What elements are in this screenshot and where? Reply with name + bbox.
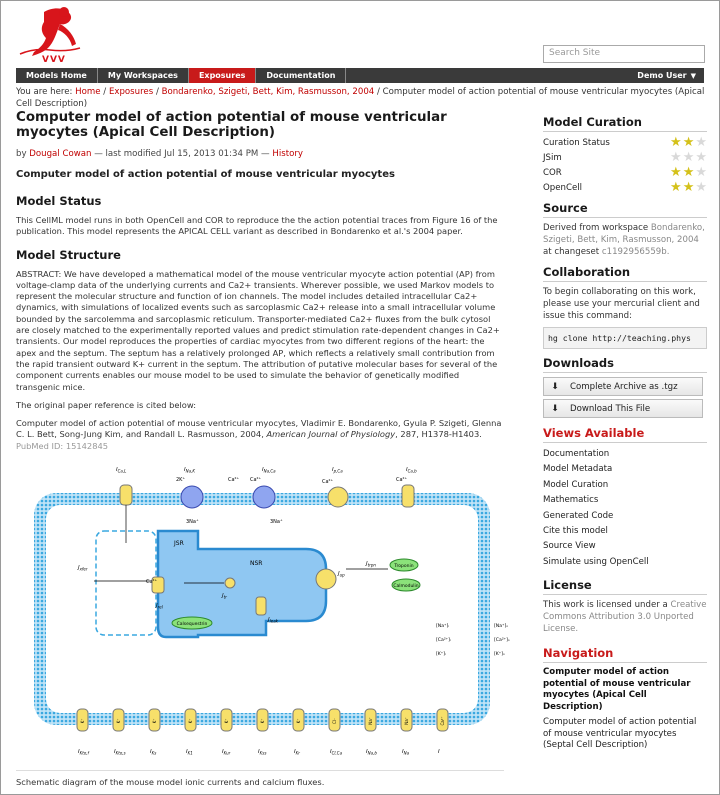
troponin-label: Troponin — [394, 564, 414, 569]
channel-ion: K⁺ — [152, 718, 157, 724]
cell-diagram — [16, 451, 510, 767]
page-description: Computer model of action potential of mouse ventricular myocytes — [16, 169, 395, 180]
breadcrumb-home[interactable]: Home — [75, 87, 101, 97]
current-symbol: I — [330, 749, 332, 755]
current-subscript: Kur — [223, 750, 231, 756]
cited-intro: The original paper reference is cited below: — [16, 399, 197, 410]
bottom-channel — [365, 709, 377, 756]
views-list — [543, 447, 707, 570]
ica-l-label: $I_{Ca,L}$ — [116, 467, 127, 474]
ica-b-label: $I_{Ca,b}$ — [406, 467, 417, 474]
current-subscript: Kr — [295, 750, 300, 756]
channel-current-label — [78, 749, 90, 756]
curation-label: Curation Status — [543, 138, 610, 148]
curation-row — [543, 136, 707, 151]
flux-xfer-label: $J_{xfer}$ — [78, 565, 88, 572]
clone-command-field[interactable]: hg clone http://teaching.phys — [543, 327, 707, 349]
flux-rel-label: $J_{rel}$ — [156, 603, 163, 610]
channel-current-label — [330, 749, 343, 756]
flux-up-label: $J_{up}$ — [338, 571, 345, 578]
ion-3na-1: 3Na⁺ — [186, 519, 199, 525]
conc-k-i: [K⁺]ᵢ — [436, 652, 446, 657]
license-link[interactable]: Creative Commons Attribution 3.0 Unported License. — [543, 600, 707, 634]
star-icon: ★ — [682, 150, 695, 165]
rating-stars — [670, 136, 707, 151]
rating-stars — [670, 166, 707, 181]
navigation-heading: Navigation — [543, 646, 707, 663]
view-link[interactable]: Mathematics — [543, 495, 599, 506]
calsequestrin-label: Calsequestrin — [176, 622, 208, 627]
leak-channel — [256, 597, 266, 615]
view-link[interactable]: Model Curation — [543, 479, 609, 490]
conc-k-o: [K⁺]ₒ — [494, 652, 505, 657]
ip-ca-label: $I_{p,Ca}$ — [332, 467, 343, 474]
current-symbol: I — [402, 749, 404, 755]
channel-current-label — [222, 749, 231, 756]
nav-models-home[interactable]: Models Home — [16, 68, 98, 83]
conc-ca-i: [Ca²⁺]ᵢ — [436, 638, 451, 643]
views-panel — [543, 426, 707, 570]
source-workspace-link[interactable]: Bondarenko, Szigeti, Bett, Kim, Rasmusson, 2004 — [543, 223, 705, 245]
current-symbol: I — [438, 749, 440, 755]
channel-ion: Cl⁻ — [332, 717, 337, 725]
view-link[interactable]: Cite this model — [543, 525, 608, 536]
channel-current-label — [294, 749, 300, 756]
current-symbol: I — [294, 749, 296, 755]
current-symbol: I — [366, 749, 368, 755]
source-changeset-link[interactable]: c1192956559b. — [601, 247, 670, 257]
channel-ion: K⁺ — [224, 718, 229, 724]
collaboration-text: To begin collaborating on this work, please use your mercurial client and issue this command: — [543, 287, 700, 321]
channel-ion: K⁺ — [80, 718, 85, 724]
abstract-text: ABSTRACT: We have developed a mathematical model of the mouse ventricular myocyte action potential (AP) from voltage-clamp data of the underlying currents and Ca2+ transients. Wherever possible, we used Markov models to represent the molecular structure and function of ion channels. The model includes detailed intracellular Ca2+ dynamics, with simulations of localized events such as sarcoplasmic Ca2+ release into a small intracellular volume bounded by the sarcolemma and sarcoplasmic reticulum. Transporter-mediated Ca2+ fluxes from the bulk cytosol are closely matched to the experimentally reported values and predict stimulation rate-dependent changes in Ca2+ transients. Our model reproduces the properties of cardiac myocytes from two different regions of the heart: the apex and the septum. The septum has a relatively prolonged AP, which reflects a relatively small contribution from the rapid transient outward K+ current in the septum. The attribution of putative molecular bases for several of the component currents enables our mouse model to be used to simulate the behavior of genetically modified transgenic mice. — [16, 268, 500, 392]
nav-item-septal[interactable]: Computer model of action potential of mouse ventricular myocytes (Septal Cell Description) — [543, 717, 697, 750]
channel-current-label — [114, 749, 126, 756]
author-link[interactable]: Dougal Cowan — [29, 149, 92, 159]
ion-3na-2: 3Na⁺ — [270, 519, 283, 525]
history-link[interactable]: History — [272, 149, 303, 159]
page-title: Computer model of action potential of mouse ventricular myocytes (Apical Cell Description) — [16, 110, 447, 140]
byline-by: by — [16, 149, 27, 159]
channel-current-label — [366, 749, 377, 756]
main-nav — [16, 68, 704, 83]
ion-ca-2: Ca²⁺ — [322, 479, 334, 485]
star-icon: ★ — [695, 150, 707, 165]
current-symbol: I — [114, 749, 116, 755]
pubmed-id[interactable]: PubMed ID: 15142845 — [16, 440, 109, 451]
current-subscript: Kto,s — [115, 750, 126, 756]
curation-row — [543, 151, 707, 166]
breadcrumb-separator: / — [377, 87, 380, 97]
current-symbol: I — [186, 749, 188, 755]
view-link[interactable]: Generated Code — [543, 510, 614, 521]
breadcrumb — [16, 86, 706, 110]
curation-label: COR — [543, 168, 562, 178]
breadcrumb-workspace[interactable]: Bondarenko, Szigeti, Bett, Kim, Rasmusson, 2004 — [161, 87, 375, 97]
model-status-text: This CellML model runs in both OpenCell and COR to reproduce the the action potential traces from Figure 16 of the publication. This model represents the APICAL CELL variant as described in Bondarenko et al.'s 2004 paper. — [16, 215, 498, 237]
license-prefix: This work is licensed under a — [543, 600, 668, 610]
navigation-panel — [543, 646, 707, 752]
license-text — [543, 599, 707, 635]
ion-ca-4: Ca²⁺ — [228, 477, 240, 483]
curation-heading: Model Curation — [543, 115, 707, 132]
user-name: Demo User — [637, 71, 687, 80]
curation-list — [543, 136, 707, 196]
view-link[interactable]: Source View — [543, 541, 596, 552]
main-content — [16, 110, 504, 452]
star-icon: ★ — [670, 150, 682, 165]
nav-documentation[interactable]: Documentation — [256, 68, 346, 83]
curation-label: OpenCell — [543, 183, 583, 193]
conc-na-i: [Na⁺]ᵢ — [436, 624, 450, 629]
channel-ion: Ca²⁺ — [440, 716, 445, 726]
download-archive-label: Complete Archive as .tgz — [570, 381, 678, 392]
nsr-label: NSR — [250, 560, 263, 567]
citation-journal: American Journal of Physiology — [266, 429, 396, 440]
ina-k-label: $I_{Na,K}$ — [184, 467, 195, 474]
channel-current-label — [186, 749, 193, 756]
star-icon: ★ — [670, 180, 682, 195]
citation — [16, 418, 504, 452]
flux-tr-label: $J_{tr}$ — [222, 593, 227, 600]
ion-ca-1: Ca²⁺ — [250, 477, 262, 483]
channel-current-label — [438, 749, 440, 755]
collaboration-heading: Collaboration — [543, 265, 707, 282]
bottom-channel — [401, 709, 412, 756]
logo-icon[interactable] — [14, 4, 100, 66]
flux-leak-label: $J_{leak}$ — [268, 617, 278, 624]
citation-text: Computer model of action potential of mouse ventricular myocytes, Vladimir E. Bondarenko, Gyula P. Szigeti, Glenna C. L. Bett, Song-Jung Kim, and Randall L. Rasmusson, 2004, — [16, 418, 502, 440]
downloads-heading: Downloads — [543, 356, 707, 373]
star-icon: ★ — [682, 180, 695, 195]
breadcrumb-prefix: You are here: — [16, 87, 73, 97]
channel-ion: Na⁺ — [368, 717, 373, 725]
channel-ion: K⁺ — [296, 718, 301, 724]
curation-row — [543, 181, 707, 196]
serca-pump — [316, 569, 336, 589]
bottom-channel — [77, 709, 90, 756]
source-prefix: Derived from workspace — [543, 223, 649, 233]
nav-item-apical[interactable]: Computer model of action potential of mouse ventricular myocytes (Apical Cell Description) — [543, 667, 691, 712]
current-subscript: Cl,Ca — [331, 750, 343, 756]
ion-2k: 2K⁺ — [176, 477, 186, 483]
collaboration-panel — [543, 265, 707, 349]
current-symbol: I — [78, 749, 80, 755]
current-subscript: K1 — [187, 750, 193, 756]
download-icon: ⬇ — [551, 403, 559, 414]
search-input[interactable]: Search Site — [543, 45, 705, 63]
source-heading: Source — [543, 201, 707, 218]
curation-row — [543, 166, 707, 181]
current-subscript: Na — [403, 750, 410, 756]
source-text — [543, 222, 707, 258]
downloads-panel — [543, 356, 707, 418]
flux-trpn-label: $J_{trpn}$ — [366, 561, 376, 568]
source-changeset-prefix: at changeset — [543, 247, 600, 257]
star-icon: ★ — [682, 135, 695, 150]
channel-ion: K⁺ — [260, 718, 265, 724]
bottom-channel — [113, 709, 126, 756]
curation-panel — [543, 115, 707, 196]
rating-stars — [670, 151, 707, 166]
channel-ion: Na⁺ — [404, 717, 409, 725]
view-link[interactable]: Simulate using OpenCell — [543, 556, 649, 567]
citation-tail: , 287, H1378-H1403. — [395, 429, 482, 440]
download-icon: ⬇ — [551, 381, 559, 392]
bottom-channel — [185, 709, 196, 756]
bottom-channel — [293, 709, 304, 756]
bottom-channel — [437, 709, 448, 755]
download-archive-button[interactable] — [543, 377, 703, 396]
conc-ca-o: [Ca²⁺]ₒ — [494, 638, 510, 643]
byline-modified: — last modified Jul 15, 2013 01:34 PM — — [94, 149, 270, 159]
license-panel — [543, 578, 707, 635]
calmodulin-label: Calmodulin — [393, 584, 419, 589]
user-menu[interactable] — [627, 68, 704, 83]
license-heading: License — [543, 578, 707, 595]
star-icon: ★ — [682, 165, 695, 180]
channel-current-label — [402, 749, 410, 756]
star-icon: ★ — [670, 135, 682, 150]
rating-stars — [670, 181, 707, 196]
source-panel — [543, 201, 707, 258]
star-icon: ★ — [695, 165, 707, 180]
current-subscript: Na,b — [367, 750, 377, 756]
current-subscript: Ks — [151, 750, 157, 756]
breadcrumb-separator: / — [103, 87, 107, 97]
model-structure-heading: Model Structure — [16, 247, 121, 262]
current-subscript: Kto,f — [79, 750, 89, 756]
current-symbol: I — [222, 749, 224, 755]
star-icon: ★ — [670, 165, 682, 180]
ina-ca-label: $I_{Na,Ca}$ — [262, 467, 276, 474]
breadcrumb-separator: / — [155, 87, 159, 97]
chevron-down-icon: ▼ — [690, 72, 696, 80]
jsr-label: JSR — [174, 540, 184, 547]
star-icon: ★ — [695, 135, 707, 150]
star-icon: ★ — [695, 180, 707, 195]
channel-ion: K⁺ — [188, 718, 193, 724]
current-symbol: I — [258, 749, 260, 755]
svg-text:VVV: VVV — [42, 55, 66, 65]
ion-ca-3: Ca²⁺ — [396, 477, 408, 483]
breadcrumb-exposures[interactable]: Exposures — [108, 87, 154, 97]
bottom-channel — [221, 709, 232, 756]
view-link[interactable]: Model Metadata — [543, 464, 613, 475]
channel-current-label — [258, 749, 266, 756]
model-status-heading: Model Status — [16, 194, 102, 208]
current-subscript: Kss — [259, 750, 267, 756]
breadcrumb-current: Computer model of action potential of mouse ventricular myocytes (Apical Cell Description) — [16, 87, 705, 109]
conc-na-o: [Na⁺]ₒ — [494, 624, 509, 629]
download-file-button[interactable] — [543, 399, 703, 418]
view-link[interactable]: Documentation — [543, 449, 610, 459]
bottom-channel — [149, 709, 160, 756]
curation-label: JSim — [543, 153, 562, 163]
channel-ion: K⁺ — [116, 718, 121, 724]
channel-current-label — [150, 749, 156, 756]
nav-exposures[interactable]: Exposures — [189, 68, 256, 83]
ca-label: Ca²⁺ — [146, 579, 158, 585]
views-heading: Views Available — [543, 426, 707, 443]
figure-caption: Schematic diagram of the mouse model ionic currents and calcium fluxes. — [16, 770, 504, 787]
download-file-label: Download This File — [570, 403, 651, 414]
tr-transporter — [225, 578, 235, 588]
nav-my-workspaces[interactable]: My Workspaces — [98, 68, 189, 83]
current-symbol: I — [150, 749, 152, 755]
byline — [16, 149, 504, 159]
bottom-channel — [257, 709, 268, 756]
